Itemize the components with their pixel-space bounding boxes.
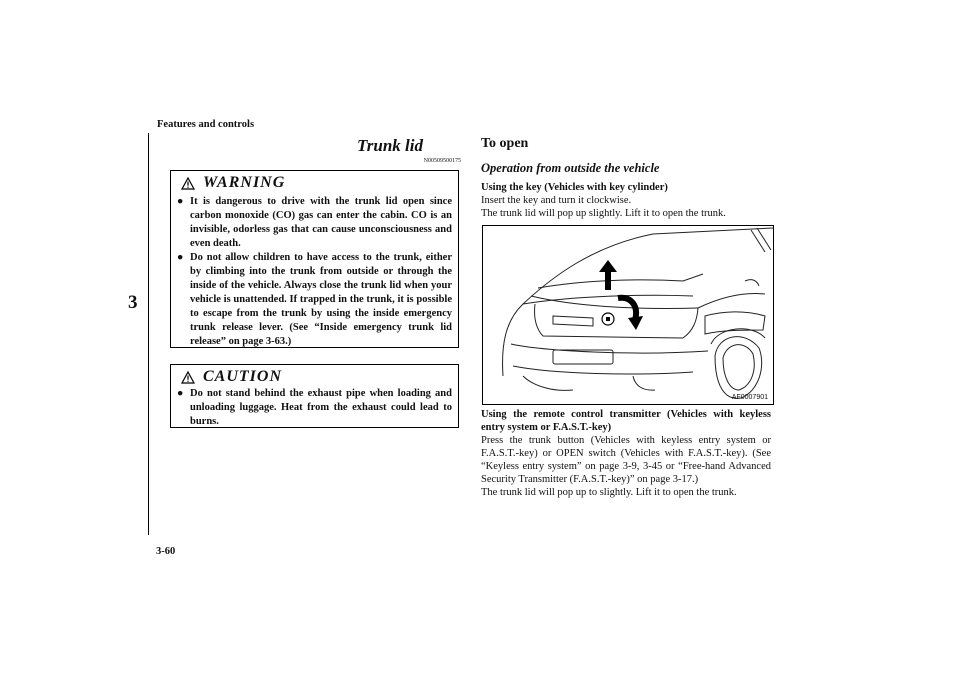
remote-result: The trunk lid will pop up to slightly. Lift it to open the trunk.	[481, 487, 737, 498]
section-heading: To open	[481, 136, 529, 151]
remote-instructions: Press the trunk button (Vehicles with keyless entry system or F.A.S.T.-key) or OPEN switch (Vehicles with F.A.S.T.-key). (See “Keyless entry system” on page 3-9, 3-45 or “Free-hand Advanced Security Transmitter (F.A.S.T.-key)” on page 3-17.)	[481, 435, 771, 485]
warning-triangle-icon	[181, 371, 195, 384]
warning-list	[177, 195, 452, 349]
warning-triangle-icon	[181, 177, 195, 190]
page-title: Trunk lid	[357, 136, 423, 155]
key-step: Insert the key and turn it clockwise.	[481, 195, 632, 206]
title-code: N00509500175	[423, 158, 461, 164]
list-item: ● Do not stand behind the exhaust pipe when loading and unloading luggage. Heat from the exhaust could lead to burns.	[177, 388, 452, 427]
caution-box	[170, 364, 459, 428]
key-result: The trunk lid will pop up slightly. Lift it to open the trunk.	[481, 208, 726, 219]
section-header: Features and controls	[157, 119, 255, 130]
caution-label: CAUTION	[203, 368, 283, 385]
warning-header	[181, 174, 285, 192]
chapter-tab: 3	[128, 292, 138, 313]
warning-box	[170, 170, 459, 348]
list-item: ● It is dangerous to drive with the trunk lid open since carbon monoxide (CO) gas can enter the cabin. CO is an invisible, odorless gas that can cause unconsciousness and even death.	[177, 196, 452, 249]
chapter-divider	[148, 133, 149, 535]
caution-header	[181, 368, 282, 386]
figure-code: AF0007901	[731, 394, 768, 401]
remote-heading: Using the remote control transmitter (Vehicles with keyless entry system or F.A.S.T.-key)	[481, 409, 771, 433]
page-number: 3-60	[156, 546, 176, 557]
trunk-illustration	[482, 225, 774, 405]
car-rear-illustration	[483, 226, 773, 404]
list-item: ● Do not allow children to have access to the trunk, either by climbing into the trunk from outside or through the inside of the vehicle. Always close the trunk lid when your vehicle is unattended. If trapped in the trunk, it is possible to escape from the trunk by using the inside emergency trunk release lever. (See “Inside emergency trunk lid release” on page 3-63.)	[177, 252, 452, 347]
warning-label: WARNING	[203, 174, 286, 191]
subsection-heading: Operation from outside the vehicle	[481, 161, 660, 175]
bullet-icon: ●	[177, 196, 184, 207]
bullet-icon: ●	[177, 388, 184, 399]
key-heading: Using the key (Vehicles with key cylinder)	[481, 182, 668, 193]
bullet-icon: ●	[177, 252, 184, 263]
caution-list	[177, 387, 452, 429]
